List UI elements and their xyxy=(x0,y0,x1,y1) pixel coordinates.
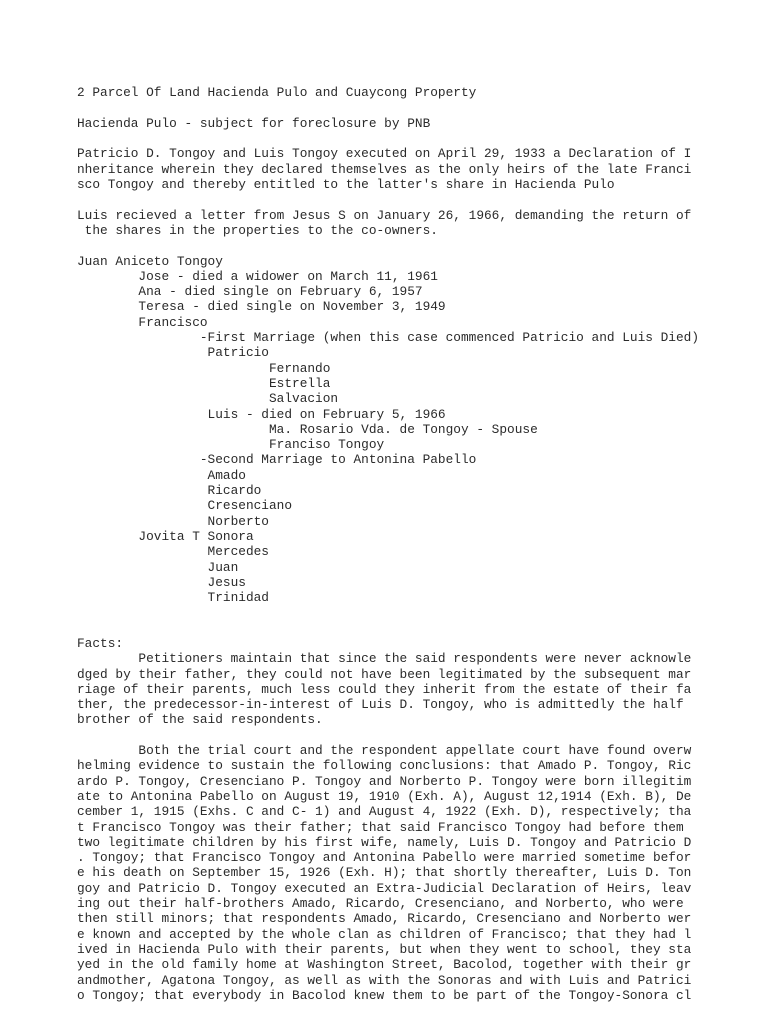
document-line xyxy=(77,131,757,146)
document-line: yed in the old family home at Washington Street, Bacolod, together with their gr xyxy=(77,957,692,973)
document-line xyxy=(77,192,757,207)
document-line: Fernando xyxy=(77,360,331,376)
document-line: then still minors; that respondents Amado, Ricardo, Cresenciano and Norberto wer xyxy=(77,911,692,927)
document-line: -Second Marriage to Antonina Pabello xyxy=(77,452,477,468)
document-line xyxy=(77,70,757,85)
document-line: Luis recieved a letter from Jesus S on January 26, 1966, demanding the return of xyxy=(77,207,692,223)
document-line: ther, the predecessor-in-interest of Luis D. Tongoy, who is admittedly the half xyxy=(77,697,684,713)
document-line: Amado xyxy=(77,467,246,483)
document-line: Norberto xyxy=(77,513,269,529)
document-line: Teresa - died single on November 3, 1949 xyxy=(77,299,446,315)
document-line: Mercedes xyxy=(77,544,269,560)
document-line: Estrella xyxy=(77,375,331,391)
document-line: Facts: xyxy=(77,635,124,651)
document-line: 2 Parcel Of Land Hacienda Pulo and Cuaycong Property xyxy=(77,85,477,101)
document-line: two legitimate children by his first wife, namely, Luis D. Tongoy and Patricio D xyxy=(77,834,692,850)
document-line: sco Tongoy and thereby entitled to the latter's share in Hacienda Pulo xyxy=(77,177,615,193)
document-line: Patricio xyxy=(77,345,269,361)
document-line: ate to Antonina Pabello on August 19, 1910 (Exh. A), August 12,1914 (Exh. B), De xyxy=(77,788,692,804)
document-line: helming evidence to sustain the following conclusions: that Amado P. Tongoy, Ric xyxy=(77,758,692,774)
document-line: e known and accepted by the whole clan as children of Francisco; that they had l xyxy=(77,926,692,942)
document-line: Jovita T Sonora xyxy=(77,528,254,544)
document-line: goy and Patricio D. Tongoy executed an Extra-Judicial Declaration of Heirs, leav xyxy=(77,880,692,896)
document-line: Franciso Tongoy xyxy=(77,437,385,453)
document-line: Luis - died on February 5, 1966 xyxy=(77,406,446,422)
document-line: e his death on September 15, 1926 (Exh. H); that shortly thereafter, Luis D. Ton xyxy=(77,865,692,881)
document-line: ardo P. Tongoy, Cresenciano P. Tongoy and Norberto P. Tongoy were born illegitim xyxy=(77,773,692,789)
document-line xyxy=(77,238,757,253)
document-line: brother of the said respondents. xyxy=(77,712,323,728)
document-line: Cresenciano xyxy=(77,498,293,514)
document-line: Ma. Rosario Vda. de Tongoy - Spouse xyxy=(77,421,538,437)
document-line: ived in Hacienda Pulo with their parents, but when they went to school, they sta xyxy=(77,941,692,957)
document-line: andmother, Agatona Tongoy, as well as with the Sonoras and with Luis and Patrici xyxy=(77,972,692,988)
document-line: Trinidad xyxy=(77,590,269,606)
document-line: dged by their father, they could not have been legitimated by the subsequent mar xyxy=(77,666,692,682)
document-line: Jose - died a widower on March 11, 1961 xyxy=(77,268,438,284)
document-line: Ana - died single on February 6, 1957 xyxy=(77,284,423,300)
document-line: riage of their parents, much less could they inherit from the estate of their fa xyxy=(77,681,692,697)
document-line: Juan Aniceto Tongoy xyxy=(77,253,223,269)
document-line: cember 1, 1915 (Exhs. C and C- 1) and August 4, 1922 (Exh. D), respectively; tha xyxy=(77,804,692,820)
document-line: Salvacion xyxy=(77,391,339,407)
document-line: Hacienda Pulo - subject for foreclosure by PNB xyxy=(77,115,431,131)
document-line: Both the trial court and the respondent appellate court have found overw xyxy=(77,743,692,759)
document-line: Francisco xyxy=(77,314,208,330)
document-line: Petitioners maintain that since the said respondents were never acknowle xyxy=(77,651,692,667)
document-line: -First Marriage (when this case commenced Patricio and Luis Died) xyxy=(77,330,700,346)
document-line: Juan xyxy=(77,559,239,575)
document-line: o Tongoy; that everybody in Bacolod knew them to be part of the Tongoy-Sonora cl xyxy=(77,987,692,1003)
document-line: the shares in the properties to the co-owners. xyxy=(77,222,438,238)
document-line: t Francisco Tongoy was their father; that said Francisco Tongoy had before them xyxy=(77,819,684,835)
document-line xyxy=(77,101,757,116)
document-line xyxy=(77,605,757,620)
document-line: Jesus xyxy=(77,574,246,590)
document-line: Ricardo xyxy=(77,483,262,499)
document-line: nheritance wherein they declared themselves as the only heirs of the late Franci xyxy=(77,161,692,177)
document-line xyxy=(77,621,757,636)
document-line xyxy=(77,728,757,743)
document-page xyxy=(77,70,757,1003)
document-line: . Tongoy; that Francisco Tongoy and Antonina Pabello were married sometime befor xyxy=(77,850,692,866)
document-line: Patricio D. Tongoy and Luis Tongoy executed on April 29, 1933 a Declaration of I xyxy=(77,146,692,162)
document-line: ing out their half-brothers Amado, Ricardo, Cresenciano, and Norberto, who were xyxy=(77,896,684,912)
